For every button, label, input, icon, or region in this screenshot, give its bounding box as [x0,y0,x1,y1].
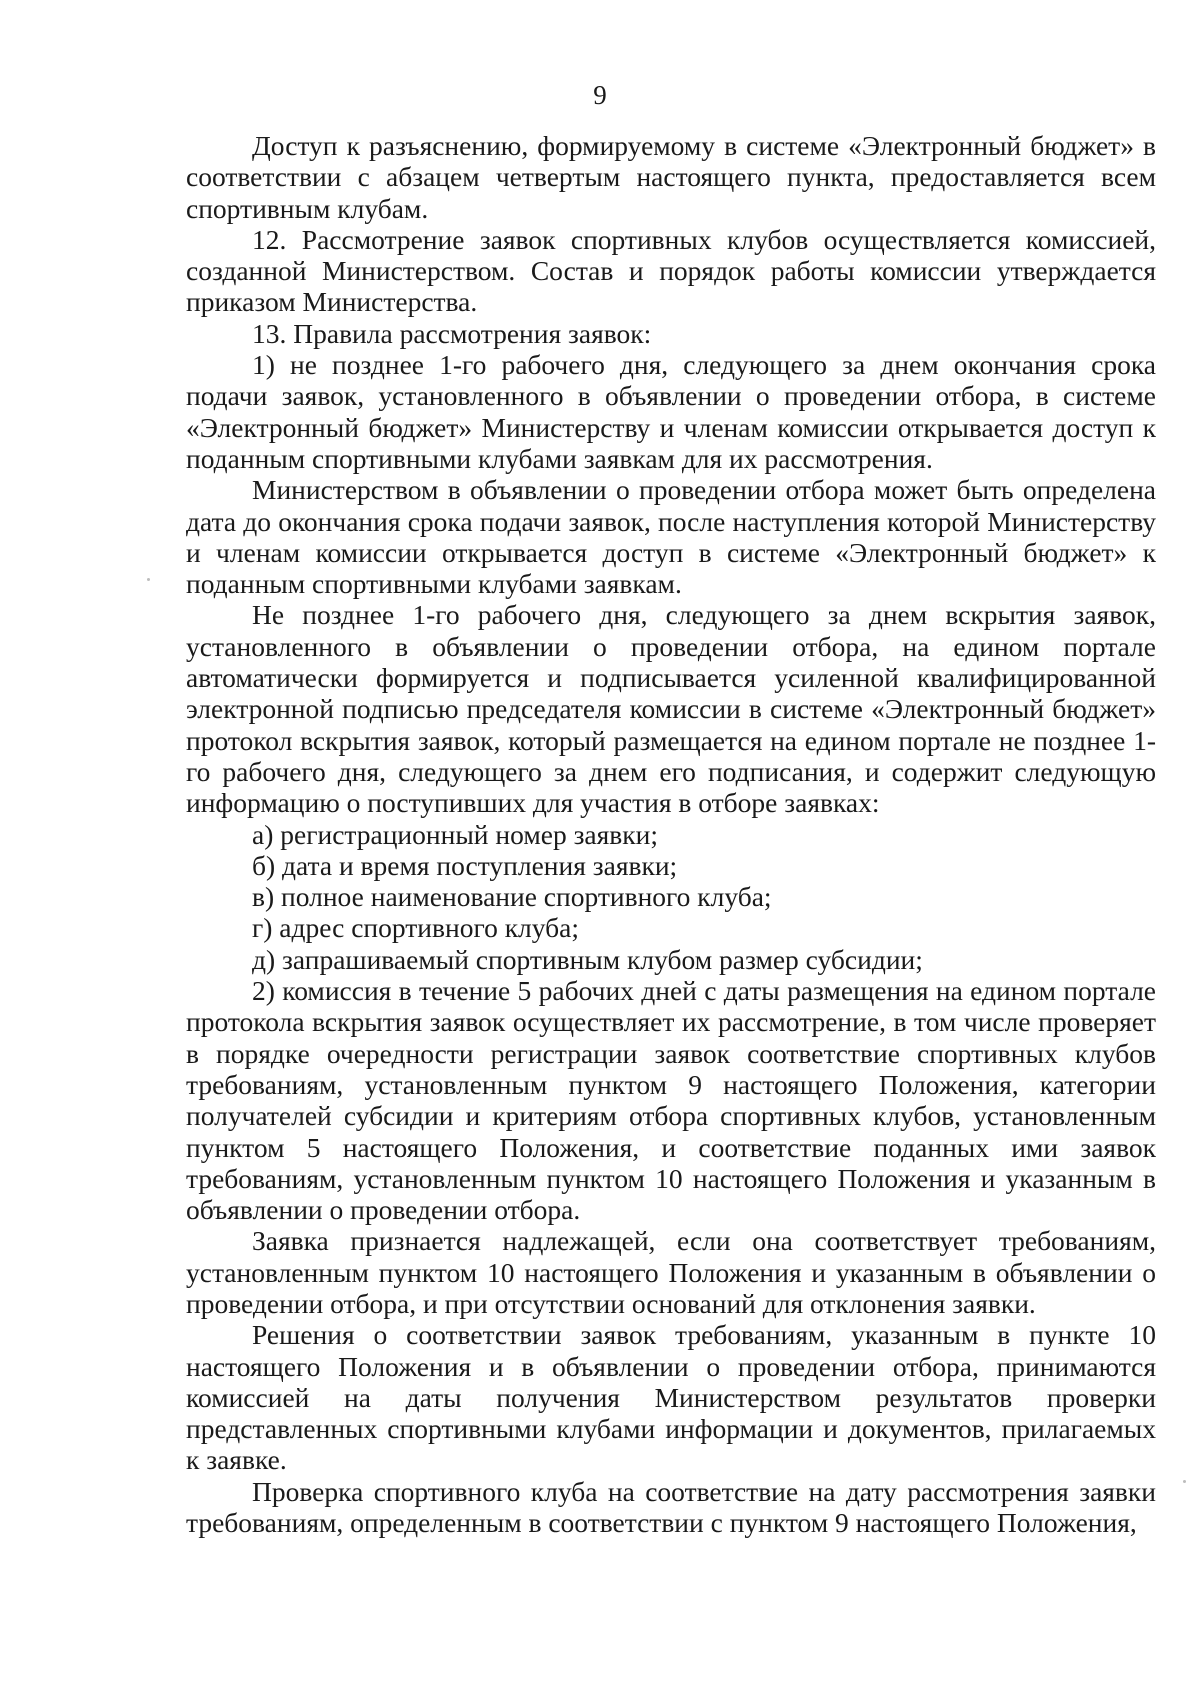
paragraph-opening-protocol: Не позднее 1-го рабочего дня, следующего за днем вскрытия заявок, установленного в объявлении о проведении отбора, на едином портале автоматически формируется и подписывается усиленной квалифицированной электронной подписью председателя комиссии в системе «Электронный бюджет» протокол вскрытия заявок, который размещается на едином портале не позднее 1-го рабочего дня, следующего за днем его подписания, и содержит следующую информацию о поступивших для участия в отборе заявках: [186,599,1156,819]
list-item-a: а) регистрационный номер заявки; [252,818,658,850]
page-number: 9 [593,80,607,110]
paragraph-ministry-date: Министерством в объявлении о проведении отбора может быть определена дата до окончания срока подачи заявок, после наступления которой Министерству и членам комиссии открывается доступ в системе «Электронный бюджет» к поданным спортивными клубами заявкам. [186,474,1156,600]
list-item-g: г) адрес спортивного клуба; [252,912,580,944]
paragraph-access-clarification: Доступ к разъяснению, формируемому в системе «Электронный бюджет» в соответствии с абзацем четвертым настоящего пункта, предоставляется всем спортивным клубам. [186,130,1156,224]
paragraph-item-12: 12. Рассмотрение заявок спортивных клубов осуществляется комиссией, созданной Министерством. Состав и порядок работы комиссии утверждается приказом Министерства. [186,223,1156,318]
document-body [186,130,1156,1538]
list-item-v: в) полное наименование спортивного клуба; [252,881,772,913]
paragraph-application-proper: Заявка признается надлежащей, если она соответствует требованиям, установленным пунктом 10 настоящего Положения и указанным в объявлении о проведении отбора, и при отсутствии оснований для отклонения заявки. [186,1225,1156,1319]
paragraph-subitem-2: 2) комиссия в течение 5 рабочих дней с даты размещения на едином портале протокола вскрытия заявок осуществляет их рассмотрение, в том числе проверяет в порядке очередности регистрации заявок соответствие спортивных клубов требованиям, установленным пунктом 9 настоящего Положения, категории получателей субсидии и критериям отбора спортивных клубов, установленным пунктом 5 настоящего Положения, и соответствие поданных ими заявок требованиям, установленным пунктом 10 настоящего Положения и указанным в объявлении о проведении отбора. [186,975,1156,1226]
scan-speck [147,578,150,581]
list-item-d: д) запрашиваемый спортивным клубом размер субсидии; [252,943,923,975]
paragraph-decisions: Решения о соответствии заявок требованиям, указанным в пункте 10 настоящего Положения и в объявлении о проведении отбора, принимаются комиссией на даты получения Министерством результатов проверки представленных спортивными клубами информации и документов, прилагаемых к заявке. [186,1319,1156,1476]
list-item-b: б) дата и время поступления заявки; [252,849,678,881]
paragraph-item-13: 13. Правила рассмотрения заявок: [252,317,652,349]
paragraph-club-check: Проверка спортивного клуба на соответствие на дату рассмотрения заявки требованиям, определенным в соответствии с пунктом 9 настоящего Положения, [186,1475,1156,1539]
paragraph-subitem-1: 1) не позднее 1-го рабочего дня, следующего за днем окончания срока подачи заявок, установленного в объявлении о проведении отбора, в системе «Электронный бюджет» Министерству и членам комиссии открывается доступ к поданным спортивными клубами заявкам для их рассмотрения. [186,349,1156,474]
scan-speck [1183,1480,1186,1483]
